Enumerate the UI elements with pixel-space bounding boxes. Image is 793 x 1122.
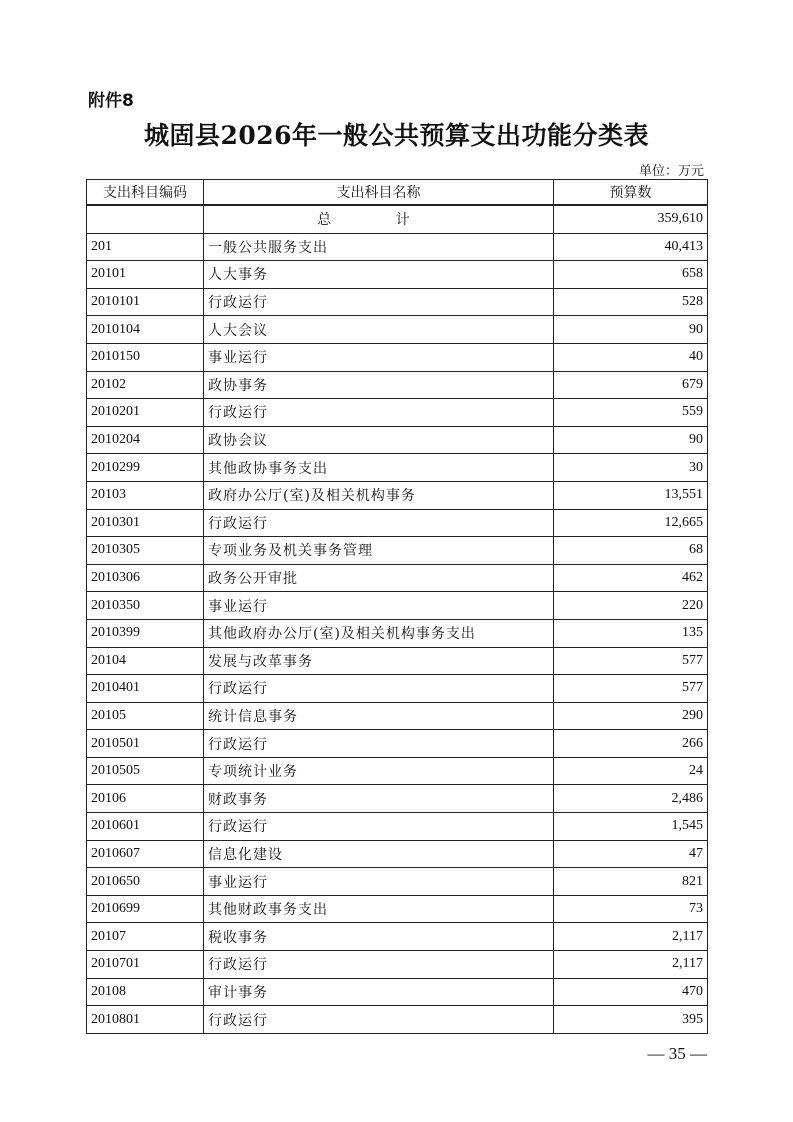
table-row	[87, 261, 708, 289]
row-amount-cell: 40,413	[554, 233, 708, 261]
row-name-cell: 一般公共服务支出	[204, 233, 554, 261]
row-amount-cell: 73	[554, 895, 708, 923]
row-code-cell: 2010104	[87, 316, 204, 344]
row-name-cell: 其他财政事务支出	[204, 895, 554, 923]
row-amount-cell: 462	[554, 564, 708, 592]
table-row	[87, 371, 708, 399]
row-amount-cell: 821	[554, 868, 708, 896]
row-amount-cell: 290	[554, 702, 708, 730]
row-name-cell: 事业运行	[204, 343, 554, 371]
row-name-cell: 行政运行	[204, 813, 554, 841]
table-row	[87, 978, 708, 1006]
row-code-cell: 2010607	[87, 840, 204, 868]
row-name-cell: 政务公开审批	[204, 564, 554, 592]
row-code-cell: 20108	[87, 978, 204, 1006]
table-row	[87, 868, 708, 896]
row-code-cell: 2010701	[87, 951, 204, 979]
row-amount-cell: 90	[554, 316, 708, 344]
row-code-cell: 2010306	[87, 564, 204, 592]
table-row	[87, 923, 708, 951]
table-row	[87, 757, 708, 785]
row-amount-cell: 679	[554, 371, 708, 399]
row-amount-cell: 40	[554, 343, 708, 371]
row-code-cell: 20105	[87, 702, 204, 730]
row-code-cell: 2010299	[87, 454, 204, 482]
table-row	[87, 840, 708, 868]
row-name-cell: 审计事务	[204, 978, 554, 1006]
row-code-cell: 20101	[87, 261, 204, 289]
table-row	[87, 647, 708, 675]
row-amount-cell: 2,117	[554, 923, 708, 951]
table-row	[87, 509, 708, 537]
row-code-cell: 2010305	[87, 537, 204, 565]
row-code-cell: 2010601	[87, 813, 204, 841]
row-code-cell: 201	[87, 233, 204, 261]
row-amount-cell: 470	[554, 978, 708, 1006]
table-row	[87, 785, 708, 813]
row-name-cell: 专项统计业务	[204, 757, 554, 785]
row-code-cell: 20103	[87, 481, 204, 509]
table-row	[87, 675, 708, 703]
row-amount-cell: 559	[554, 399, 708, 427]
header-code: 支出科目编码	[87, 180, 204, 206]
table-row	[87, 454, 708, 482]
row-code-cell: 20107	[87, 923, 204, 951]
row-amount-cell: 135	[554, 619, 708, 647]
row-amount-cell: 2,486	[554, 785, 708, 813]
table-row	[87, 702, 708, 730]
row-name-cell: 发展与改革事务	[204, 647, 554, 675]
table-row	[87, 592, 708, 620]
table-row	[87, 1006, 708, 1034]
table-row	[87, 951, 708, 979]
row-name-cell: 信息化建设	[204, 840, 554, 868]
row-name-cell: 行政运行	[204, 509, 554, 537]
row-name-cell: 行政运行	[204, 951, 554, 979]
row-amount-cell: 2,117	[554, 951, 708, 979]
row-code-cell: 2010101	[87, 288, 204, 316]
row-code-cell: 2010399	[87, 619, 204, 647]
budget-table	[86, 179, 708, 1034]
header-name: 支出科目名称	[204, 180, 554, 206]
total-label: 总 计	[204, 205, 554, 233]
row-code-cell: 2010350	[87, 592, 204, 620]
row-code-cell: 20106	[87, 785, 204, 813]
row-amount-cell: 220	[554, 592, 708, 620]
row-name-cell: 统计信息事务	[204, 702, 554, 730]
table-row	[87, 233, 708, 261]
table-row	[87, 399, 708, 427]
row-amount-cell: 577	[554, 647, 708, 675]
row-name-cell: 财政事务	[204, 785, 554, 813]
table-row	[87, 426, 708, 454]
table-header-row	[87, 180, 708, 206]
table-row	[87, 564, 708, 592]
table-row	[87, 895, 708, 923]
row-code-cell: 20102	[87, 371, 204, 399]
row-code-cell: 2010201	[87, 399, 204, 427]
row-code-cell: 2010301	[87, 509, 204, 537]
row-name-cell: 事业运行	[204, 868, 554, 896]
row-name-cell: 行政运行	[204, 288, 554, 316]
row-code-cell: 2010699	[87, 895, 204, 923]
row-code-cell: 2010801	[87, 1006, 204, 1034]
row-name-cell: 政府办公厅(室)及相关机构事务	[204, 481, 554, 509]
row-name-cell: 人大会议	[204, 316, 554, 344]
row-amount-cell: 68	[554, 537, 708, 565]
total-row	[87, 205, 708, 233]
page-number: — 35 —	[647, 1044, 707, 1063]
row-amount-cell: 577	[554, 675, 708, 703]
table-row	[87, 316, 708, 344]
table-row	[87, 619, 708, 647]
row-amount-cell: 12,665	[554, 509, 708, 537]
row-name-cell: 行政运行	[204, 675, 554, 703]
row-name-cell: 行政运行	[204, 730, 554, 758]
row-code-cell: 2010501	[87, 730, 204, 758]
row-amount-cell: 266	[554, 730, 708, 758]
row-name-cell: 其他政协事务支出	[204, 454, 554, 482]
row-code-cell: 2010650	[87, 868, 204, 896]
table-row	[87, 343, 708, 371]
table-row	[87, 537, 708, 565]
table-row	[87, 730, 708, 758]
row-name-cell: 政协会议	[204, 426, 554, 454]
row-amount-cell: 13,551	[554, 481, 708, 509]
row-amount-cell: 90	[554, 426, 708, 454]
row-name-cell: 行政运行	[204, 399, 554, 427]
total-code-cell	[87, 205, 204, 233]
unit-label: 单位：万元	[638, 164, 704, 179]
page-title: 城固县2026年一般公共预算支出功能分类表	[143, 121, 650, 150]
row-code-cell: 2010204	[87, 426, 204, 454]
row-amount-cell: 528	[554, 288, 708, 316]
row-code-cell: 2010401	[87, 675, 204, 703]
row-name-cell: 税收事务	[204, 923, 554, 951]
attachment-label: 附件8	[88, 91, 134, 111]
row-amount-cell: 658	[554, 261, 708, 289]
header-amount: 预算数	[554, 180, 708, 206]
row-code-cell: 20104	[87, 647, 204, 675]
row-code-cell: 2010150	[87, 343, 204, 371]
row-name-cell: 其他政府办公厅(室)及相关机构事务支出	[204, 619, 554, 647]
table-row	[87, 813, 708, 841]
row-name-cell: 人大事务	[204, 261, 554, 289]
table-row	[87, 481, 708, 509]
row-amount-cell: 1,545	[554, 813, 708, 841]
row-amount-cell: 47	[554, 840, 708, 868]
row-amount-cell: 24	[554, 757, 708, 785]
row-name-cell: 行政运行	[204, 1006, 554, 1034]
row-amount-cell: 395	[554, 1006, 708, 1034]
row-amount-cell: 30	[554, 454, 708, 482]
total-amount: 359,610	[554, 205, 708, 233]
row-name-cell: 专项业务及机关事务管理	[204, 537, 554, 565]
table-row	[87, 288, 708, 316]
row-name-cell: 政协事务	[204, 371, 554, 399]
row-name-cell: 事业运行	[204, 592, 554, 620]
row-code-cell: 2010505	[87, 757, 204, 785]
